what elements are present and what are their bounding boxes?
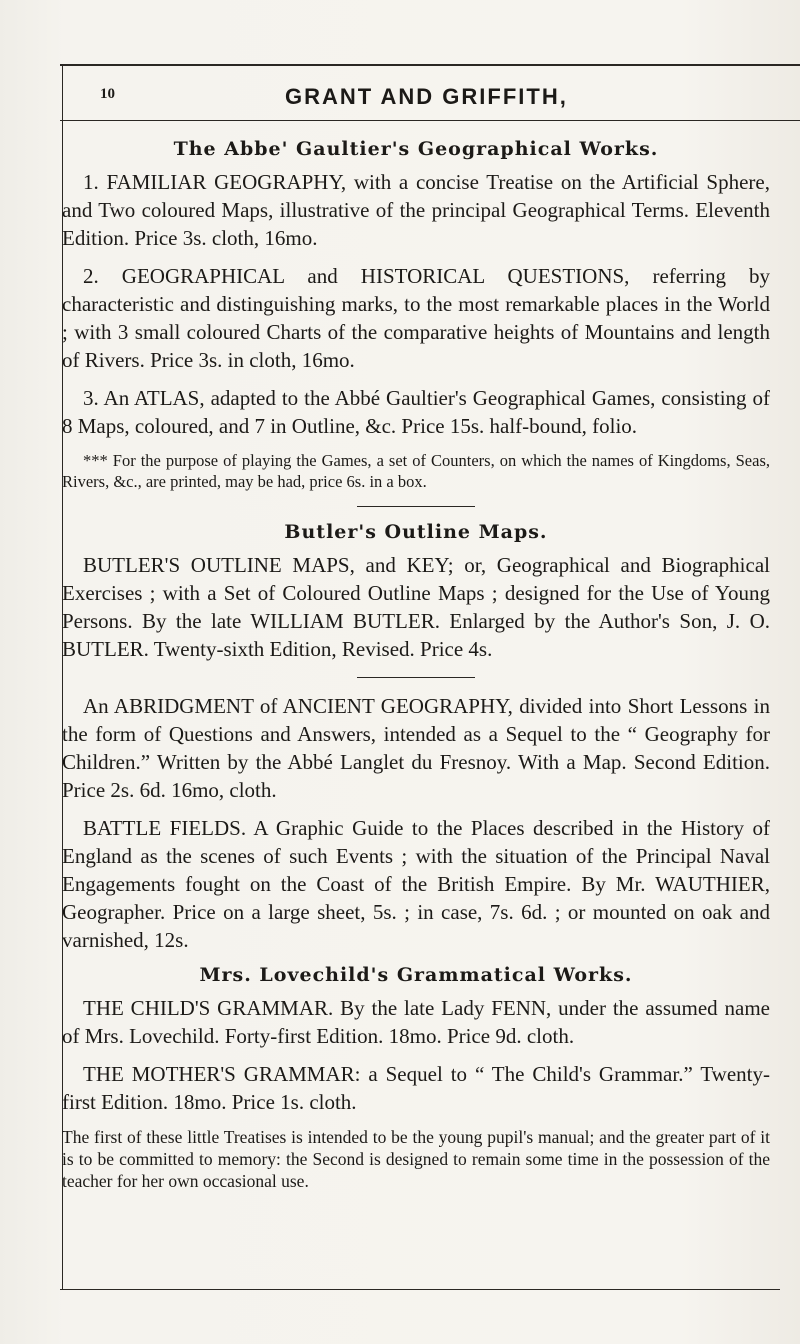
battle-fields-entry: BATTLE FIELDS. A Graphic Guide to the Places described in the History of England as the scenes of such Events ; with the situation of the Principal Naval Engagements fought on the Coast of the British Empire. By Mr. WAUTHIER, Geographer. Price on a large sheet, 5s. ; in case, 7s. 6d. ; or mounted on oak and varnished, 12s.	[62, 816, 770, 952]
running-title: GRANT AND GRIFFITH,	[285, 84, 568, 109]
gaultier-note: *** For the purpose of playing the Games, a set of Counters, on which the names of Kingdoms, Seas, Rivers, &c., are printed, may be had, price 6s. in a box.	[62, 451, 770, 491]
page-number: 10	[100, 86, 115, 102]
childs-grammar-entry: THE CHILD'S GRAMMAR. By the late Lady FENN, under the assumed name of Mrs. Lovechild. Forty-first Edition. 18mo. Price 9d. cloth.	[62, 996, 770, 1048]
page-content	[62, 128, 770, 1198]
gaultier-entry-2: 2. GEOGRAPHICAL and HISTORICAL QUESTIONS, referring by characteristic and distinguishing marks, to the most remarkable places in the World ; with 3 small coloured Charts of the comparative heights of Mountains and length of Rivers. Price 3s. in cloth, 16mo.	[62, 264, 770, 372]
mothers-grammar-entry: THE MOTHER'S GRAMMAR: a Sequel to “ The Child's Grammar.” Twenty-first Edition. 18mo. Price 1s. cloth.	[62, 1062, 770, 1114]
top-rule	[60, 64, 800, 66]
butler-heading: Butler's Outline Maps.	[284, 521, 548, 543]
butler-entry: BUTLER'S OUTLINE MAPS, and KEY; or, Geographical and Biographical Exercises ; with a Set of Coloured Outline Maps ; designed for the Use of Young Persons. By the late WILLIAM BUTLER. Enlarged by the Author's Son, J. O. BUTLER. Twenty-sixth Edition, Revised. Price 4s.	[62, 553, 770, 661]
section-divider	[357, 677, 475, 678]
gaultier-entry-1: 1. FAMILIAR GEOGRAPHY, with a concise Treatise on the Artificial Sphere, and Two coloured Maps, illustrative of the principal Geographical Terms. Eleventh Edition. Price 3s. cloth, 16mo.	[62, 170, 770, 250]
gaultier-entry-3: 3. An ATLAS, adapted to the Abbé Gaultier's Geographical Games, consisting of 8 Maps, coloured, and 7 in Outline, &c. Price 15s. half-bound, folio.	[62, 386, 770, 438]
abridgment-entry: An ABRIDGMENT of ANCIENT GEOGRAPHY, divided into Short Lessons in the form of Questions and Answers, intended as a Sequel to the “ Geography for Children.” Written by the Abbé Langlet du Fresnoy. With a Map. Second Edition. Price 2s. 6d. 16mo, cloth.	[62, 694, 770, 802]
lovechild-heading: Mrs. Lovechild's Grammatical Works.	[199, 964, 633, 986]
header-rule	[60, 120, 800, 121]
bottom-rule	[60, 1289, 780, 1290]
section-divider	[357, 506, 475, 507]
lovechild-note: The first of these little Treatises is intended to be the young pupil's manual; and the greater part of it is to be committed to memory: the Second is designed to remain some time in the possession of the teacher for her own occasional use.	[62, 1127, 770, 1191]
gaultier-heading: The Abbe' Gaultier's Geographical Works.	[173, 138, 659, 160]
